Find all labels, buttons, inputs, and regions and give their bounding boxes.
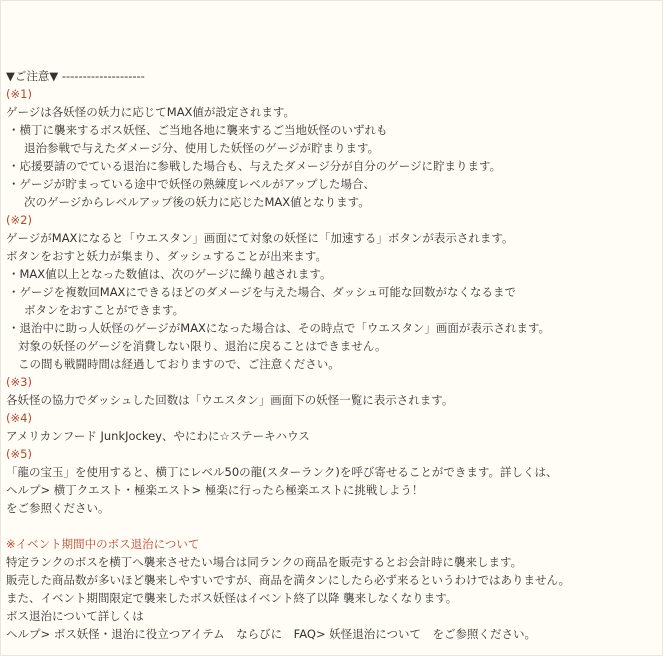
note1-line: ゲージは各妖怪の妖力に応じてMAX値が設定されます。 [6, 105, 296, 119]
note2-line: ボタンをおすことができます。 [24, 303, 185, 317]
note1-line: ・ゲージが貯まっている途中で妖怪の熟練度レベルがアップした場合、 [8, 177, 375, 191]
event-section-title: ※イベント期間中のボス退治について [6, 537, 200, 551]
note2-line: ・退治中に助っ人妖怪のゲージがMAXになった場合は、その時点で「ウエスタン」画面が表示されます。 [8, 321, 551, 335]
note1-marker: (※1) [6, 87, 32, 101]
event-line: 販売した商品数が多いほど襲来しやすいですが、商品を満タンにしたら必ず来るというわけではありません。 [6, 573, 571, 587]
note4-line: アメリカンフード JunkJockey、やにわに☆ステーキハウス [6, 429, 310, 443]
event-line: ヘルプ> ボス妖怪・退治に役立つアイテム ならびに FAQ> 妖怪退治について をご参照ください。 [6, 627, 537, 641]
note2-line: ・MAX値以上となった数値は、次のゲージに繰り越されます。 [8, 267, 332, 281]
note1-line: ・横丁に襲来するボス妖怪、ご当地各地に襲来するご当地妖怪のいずれも [8, 123, 388, 137]
note5-line: をご参照ください。 [6, 501, 110, 515]
note2-line: ボタンをおすと妖力が集まり、ダッシュすることが出来ます。 [6, 249, 327, 263]
note3-marker: (※3) [6, 375, 32, 389]
note5-line: 「龍の宝玉」を使用すると、横丁にレベル50の龍(スターランク)を呼び寄せることができます。詳しくは、 [6, 465, 558, 479]
note1-line: ・応援要請のでている退治に参戦した場合も、与えたダメージ分が自分のゲージに貯まります。 [8, 159, 502, 173]
note2-marker: (※2) [6, 213, 32, 227]
note2-line: この間も戦闘時間は経過しておりますので、ご注意ください。 [18, 357, 340, 371]
note1-line: 退治参戦で与えたダメージ分、使用した妖怪のゲージが貯まります。 [24, 141, 380, 155]
note5-marker: (※5) [6, 447, 32, 461]
notice-header: ▼ご注意▼ -------------------- [6, 69, 145, 83]
section-spacer [6, 517, 659, 535]
event-line: ボス退治について詳しくは [6, 609, 144, 623]
notice-content [6, 67, 659, 643]
note2-line: ゲージがMAXになると「ウエスタン」画面にて対象の妖怪に「加速する」ボタンが表示されます。 [6, 231, 514, 245]
event-line: 特定ランクのボスを横丁へ襲来させたい場合は同ランクの商品を販売するとお会計時に襲来します。 [6, 555, 523, 569]
note4-marker: (※4) [6, 411, 32, 425]
note1-line: 次のゲージからレベルアップ後の妖力に応じたMAX値となります。 [24, 195, 370, 209]
event-line: また、イベント期間限定で襲来したボス妖怪はイベント終了以降 襲来しなくなります。 [6, 591, 458, 605]
note5-line: ヘルプ> 横丁クエスト・極楽エスト> 極楽に行ったら極楽エストに挑戦しよう！ [6, 483, 424, 497]
note2-line: 対象の妖怪のゲージを消費しない限り、退治に戻ることはできません。 [18, 339, 387, 353]
note3-line: 各妖怪の協力でダッシュした回数は「ウエスタン」画面下の妖怪一覧に表示されます。 [6, 393, 454, 407]
note2-line: ・ゲージを複数回MAXにできるほどのダメージを与えた場合、ダッシュ可能な回数がなくなるまで [8, 285, 516, 299]
